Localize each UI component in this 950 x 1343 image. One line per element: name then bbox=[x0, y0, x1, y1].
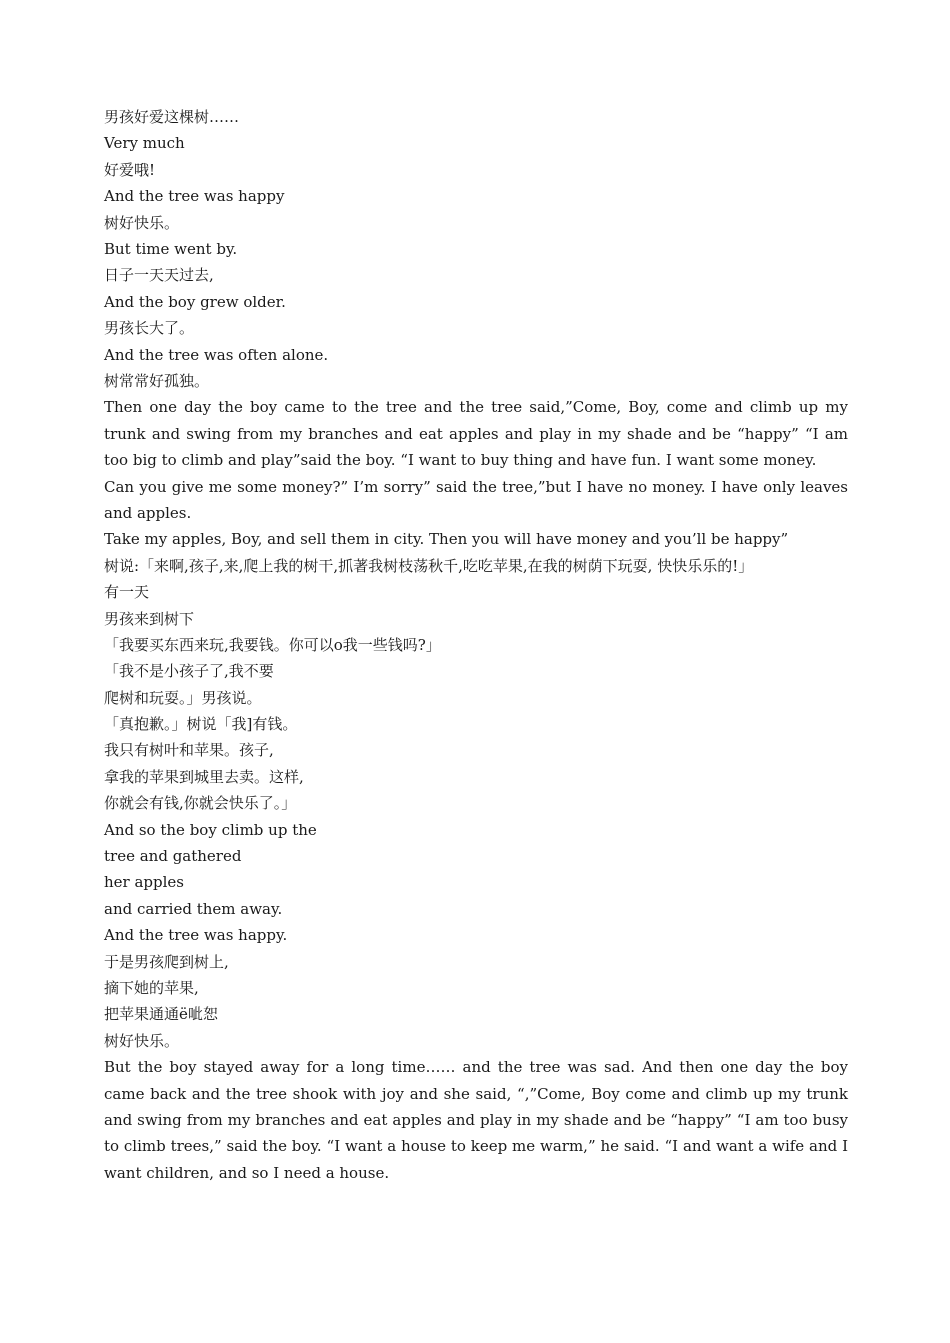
text-line: 把苹果通通ё呲恕 bbox=[104, 1005, 218, 1024]
text-line: 树常常好孤独。 bbox=[104, 371, 210, 390]
text-line: And the tree was happy bbox=[104, 187, 285, 206]
text-line: 树好快乐。 bbox=[104, 213, 180, 232]
text-line: 摘下她的苹果, bbox=[104, 979, 199, 997]
text-line: and carried them away. bbox=[104, 899, 283, 918]
text-line: her apples bbox=[104, 873, 184, 892]
text-line: 日子一天天过去, bbox=[104, 266, 214, 285]
paragraph: 树说:「来啊,孩子,来,爬上我的树干,抓著我树枝荡秋千,吃吃苹果,在我的树荫下玩耍, 快快乐乐的!」 bbox=[104, 556, 754, 575]
text-line: 「真抱歉。」树说「我]有钱。 bbox=[104, 715, 298, 734]
text-line: tree and gathered bbox=[104, 847, 242, 866]
text-line: 有一天 bbox=[104, 583, 150, 602]
paragraph: Take my apples, Boy, and sell them in city. Then you will have money and you’ll be happy” bbox=[104, 530, 789, 549]
text-line: And the tree was often alone. bbox=[104, 345, 329, 364]
text-line: 你就会有钱,你就会快乐了。」 bbox=[104, 794, 297, 813]
paragraph: Can you give me some money?” I’m sorry” said the tree,”but I have no money. I have only leaves and apples. bbox=[104, 477, 848, 522]
text-line: But time went by. bbox=[104, 239, 238, 258]
paragraph: But the boy stayed away for a long time…… and the tree was sad. And then one day the boy came back and the tree shook with joy and she said, “,”Come, Boy come and climb up my trunk and swing from my branches and eat apples and play in my shade and be “happy” “I am too busy to climb trees,” said the boy. “I want a house to keep me warm,” he said. “I and want a wife and I want children, and so I need a house. bbox=[104, 1058, 848, 1182]
paragraph: Then one day the boy came to the tree and the tree said,”Come, Boy, come and climb up my trunk and swing from my branches and eat apples and play in my shade and be “happy” “I am too big to climb and play”said the boy. “I want to buy thing and have fun. I want some money. bbox=[104, 398, 848, 470]
text-line: 男孩好爱这棵树…… bbox=[104, 108, 240, 126]
text-line: 男孩来到树下 bbox=[104, 609, 195, 628]
text-line: 好爱哦! bbox=[104, 160, 156, 179]
text-line: 拿我的苹果到城里去卖。这样, bbox=[104, 767, 304, 786]
text-line: 树好快乐。 bbox=[104, 1031, 180, 1050]
text-line: Very much bbox=[104, 134, 185, 153]
text-line: 爬树和玩耍。」男孩说。 bbox=[104, 688, 262, 707]
text-line: 男孩长大了。 bbox=[104, 319, 195, 338]
text-line: And the tree was happy. bbox=[104, 926, 288, 945]
text-line: And the boy grew older. bbox=[104, 292, 286, 311]
document-page bbox=[104, 104, 848, 1186]
text-line: 「我要买东西来玩,我要钱。你可以o我一些钱吗?」 bbox=[104, 635, 441, 654]
text-line: And so the boy climb up the bbox=[104, 820, 317, 839]
text-line: 于是男孩爬到树上, bbox=[104, 952, 229, 971]
text-line: 「我不是小孩子了,我不要 bbox=[104, 662, 274, 681]
text-line: 我只有树叶和苹果。孩子, bbox=[104, 741, 274, 760]
